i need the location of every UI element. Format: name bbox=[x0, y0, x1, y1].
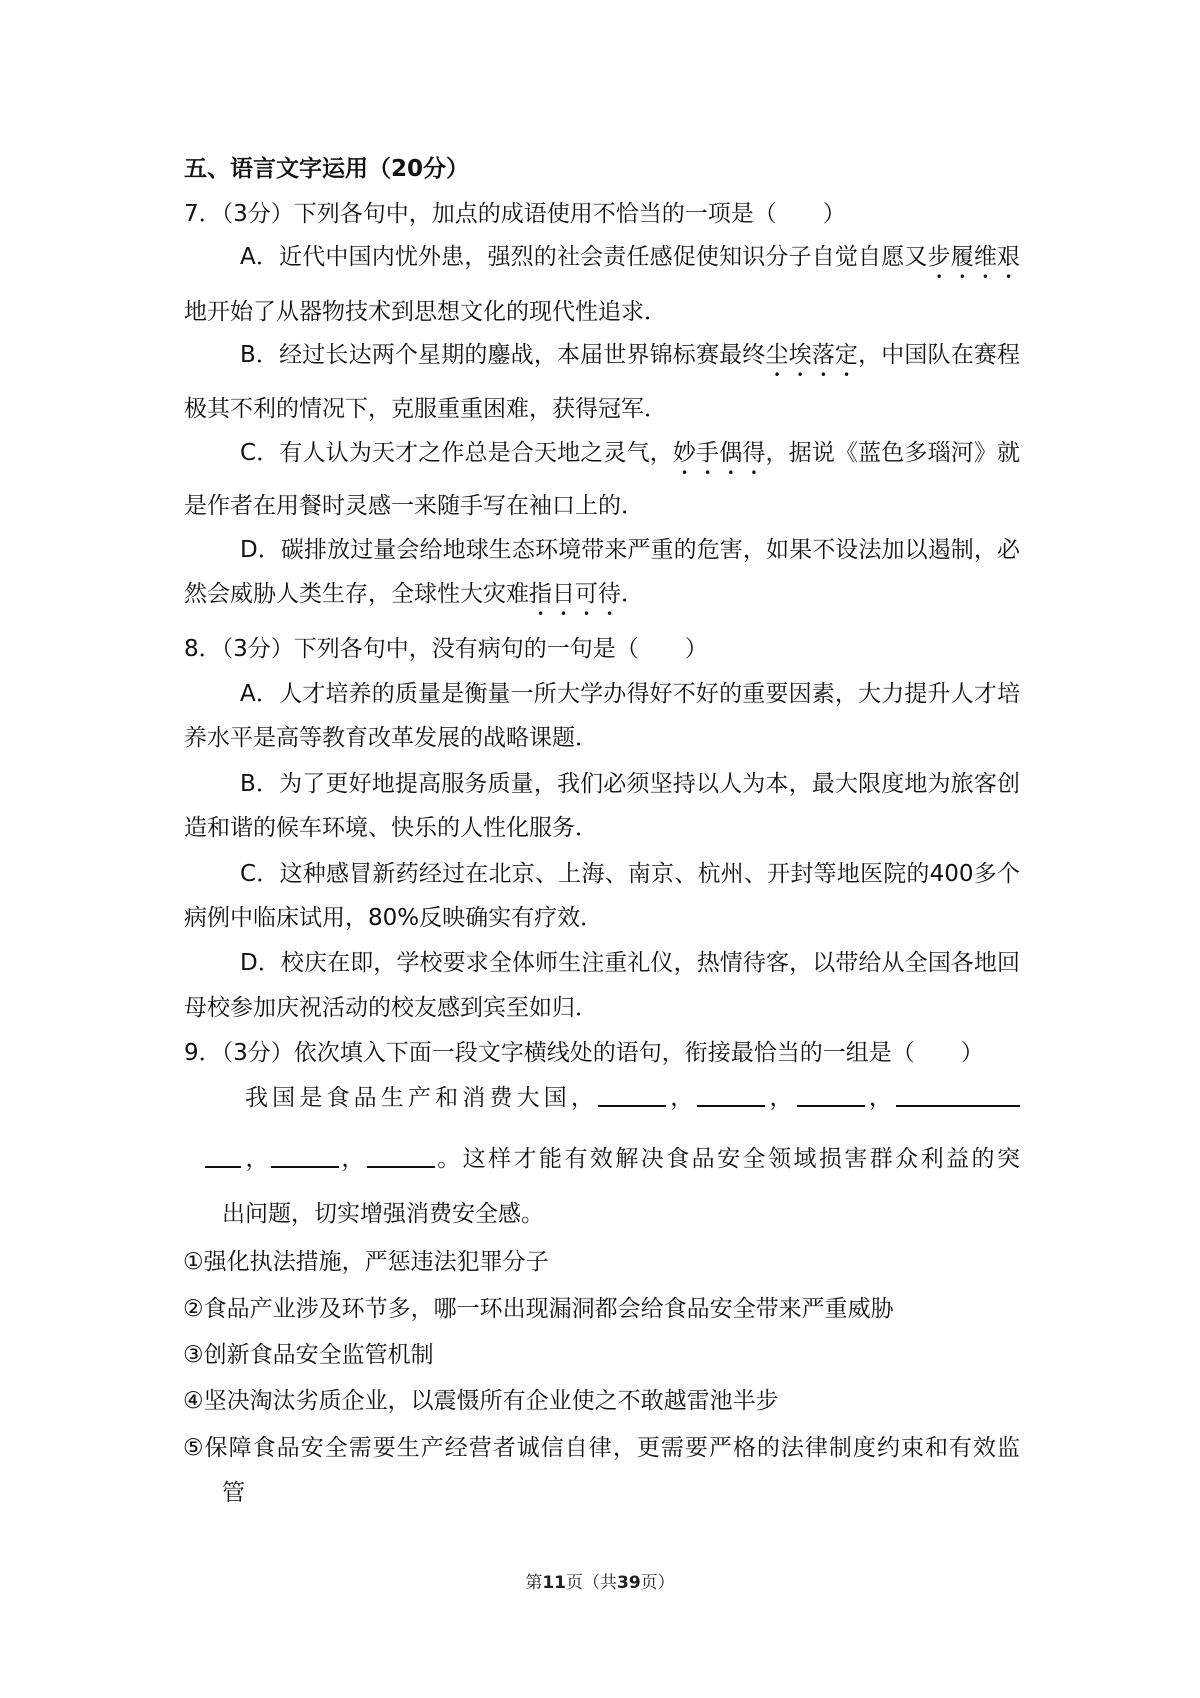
q7-option-a-line2: 地开始了从器物技术到思想文化的现代性追求． bbox=[184, 299, 667, 325]
q9-passage-line3: 出问题，切实增强消费安全感。 bbox=[222, 1201, 544, 1227]
q9-item-3: ③创新食品安全监管机制 bbox=[183, 1342, 434, 1368]
q8-option-a-line2: 养水平是高等教育改革发展的战略课题． bbox=[184, 725, 598, 751]
q9-item-4: ④坚决淘汰劣质企业，以震慑所有企业使之不敢越雷池半步 bbox=[183, 1388, 779, 1414]
q9-item-1: ①强化执法措施，严惩违法犯罪分子 bbox=[183, 1249, 549, 1275]
q9-item-5-continued: 管 bbox=[222, 1480, 245, 1506]
page-footer: 第11页（共39页） bbox=[525, 1573, 675, 1593]
q7-option-c-line1: C．有人认为天才之作总是合天地之灵气，妙手偶得，据说《蓝色多瑙河》就 bbox=[240, 440, 1021, 466]
question-8-stem: 8．（3分）下列各句中，没有病句的一句是（ ） bbox=[184, 636, 708, 662]
q7-option-d-dotted-idiom: 指日可待 bbox=[529, 581, 621, 607]
q7-option-b-line2: 极其不利的情况下，克服重重困难，获得冠军． bbox=[184, 396, 667, 422]
q8-option-a-line1: A．人才培养的质量是衡量一所大学办得好不好的重要因素，大力提升人才培 bbox=[240, 681, 1020, 707]
answer-blank bbox=[205, 1144, 241, 1168]
answer-blank bbox=[896, 1083, 1020, 1107]
q8-option-d-line1: D．校庆在即，学校要求全体师生注重礼仪，热情待客，以带给从全国各地回 bbox=[240, 950, 1020, 976]
answer-blank bbox=[797, 1083, 865, 1107]
q7-option-c-dotted-idiom: 妙手偶得 bbox=[672, 440, 766, 466]
q8-option-b-line2: 造和谐的候车环境、快乐的人性化服务． bbox=[184, 815, 598, 841]
total-pages: 39 bbox=[617, 1573, 641, 1593]
question-9-stem: 9．（3分）依次填入下面一段文字横线处的语句，衔接最恰当的一组是（ ） bbox=[184, 1040, 984, 1066]
q9-item-5: ⑤保障食品安全需要生产经营者诚信自律，更需要严格的法律制度约束和有效监 bbox=[183, 1435, 1020, 1461]
q9-passage-line2: ， ， 。这样才能有效解决食品安全领域损害群众利益的突 bbox=[205, 1142, 1020, 1176]
answer-blank bbox=[697, 1083, 765, 1107]
q9-passage-line1: 我国是食品生产和消费大国， ， ， ， bbox=[245, 1081, 1020, 1115]
q7-option-d-line2: 然会威胁人类生存，全球性大灾难指日可待． bbox=[184, 581, 644, 607]
answer-blank bbox=[271, 1144, 339, 1168]
q8-option-d-line2: 母校参加庆祝活动的校友感到宾至如归． bbox=[184, 995, 598, 1021]
q7-option-a-line1: A．近代中国内忧外患，强烈的社会责任感促使知识分子自觉自愿又步履维艰 bbox=[240, 244, 1021, 270]
question-7-stem: 7．（3分）下列各句中，加点的成语使用不恰当的一项是（ ） bbox=[184, 201, 846, 227]
answer-blank bbox=[598, 1083, 666, 1107]
q7-option-b-line1: B．经过长达两个星期的鏖战，本届世界锦标赛最终尘埃落定，中国队在赛程 bbox=[240, 342, 1021, 368]
q8-option-b-line1: B．为了更好地提高服务质量，我们必须坚持以人为本，最大限度地为旅客创 bbox=[240, 771, 1020, 797]
answer-blank bbox=[367, 1144, 435, 1168]
q7-option-d-line1: D．碳排放过量会给地球生态环境带来严重的危害，如果不设法加以遏制，必 bbox=[240, 537, 1020, 563]
section-heading: 五、语言文字运用（20分） bbox=[184, 156, 470, 182]
q7-option-b-dotted-idiom: 尘埃落定 bbox=[765, 342, 859, 368]
q7-option-a-dotted-idiom: 步履维艰 bbox=[927, 244, 1021, 270]
q8-option-c-line2: 病例中临床试用，80%反映确实有疗效． bbox=[184, 905, 604, 931]
q7-option-c-line2: 是作者在用餐时灵感一来随手写在袖口上的． bbox=[184, 493, 644, 519]
current-page-number: 11 bbox=[542, 1573, 566, 1593]
q8-option-c-line1: C．这种感冒新药经过在北京、上海、南京、杭州、开封等地医院的400多个 bbox=[240, 861, 1020, 887]
q9-item-2: ②食品产业涉及环节多，哪一环出现漏洞都会给食品安全带来严重威胁 bbox=[183, 1296, 894, 1322]
